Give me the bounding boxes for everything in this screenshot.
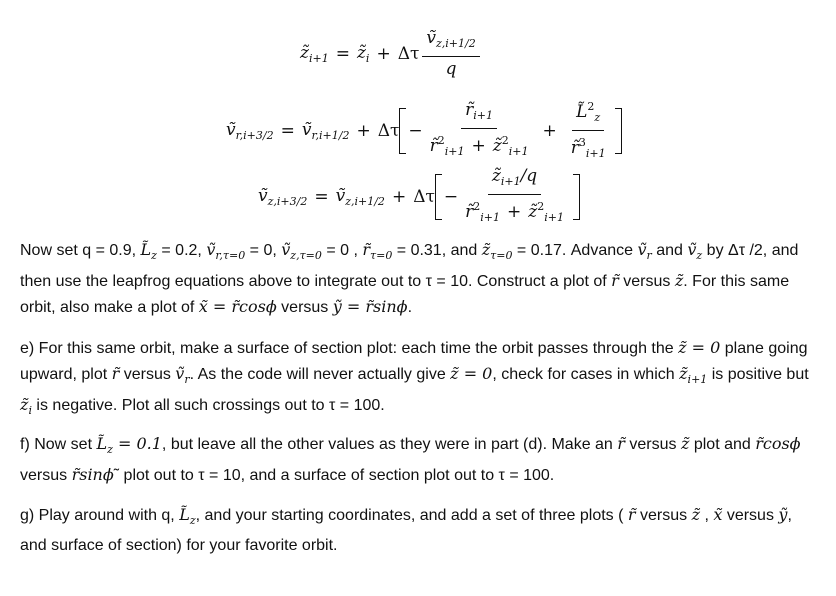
eq1-numerator: ṽ$_{z,i+1/2}$ — [422, 28, 479, 57]
equation-vr-update — [226, 97, 622, 164]
eq2-rhs-v: ṽ$_{r,i+1/2}$ — [301, 119, 350, 142]
paragraph-part-d: Now set q = 0.9, $L̃_z = 0.2$, ṽ$_{r,\tau=0}$ = 0, ṽ$_{z,\tau=0}$ = 0 , $r̃_{\tau=0} = 0.31$, and $z̃_{\tau=0} = 0.17$. Advance ṽ$_r$ and ṽ$_z$ by Δτ /2, and then use the leapfrog equations above to integrate out to τ = 10. Construct a plot of r̃ versus z̃. For this same orbit, also make a plot of x̃ = r̃cosϕ versus ỹ = r̃sinϕ. — [20, 240, 799, 316]
eq2-frac2-numerator: L̃$^2_z$ — [572, 97, 604, 131]
eq2-fraction-2 — [567, 97, 610, 164]
eq3-right-bracket — [573, 174, 580, 220]
eq2-lhs: ṽ$_{r,i+3/2}$ — [226, 119, 274, 142]
eq3-equals: = — [314, 187, 329, 207]
paragraph-part-e: e) For this same orbit, make a surface of section plot: each time the orbit passes through the z̃ = 0 plane going upward, plot r̃ versus ṽ$_r$. As the code will never actually give z̃ = 0, check for cases in which $z̃_{i+1}$ is positive but $z̃_i$ is negative. Plot all such crossings out to τ = 100. — [20, 338, 809, 417]
eq3-lhs: ṽ$_{z,i+3/2}$ — [258, 186, 308, 208]
eq1-dt: Δτ — [397, 43, 420, 64]
eq3-fraction — [461, 166, 568, 228]
eq2-frac2-denominator: r̃$^3_{i+1}$ — [570, 136, 606, 160]
eq2-minus: − — [408, 120, 423, 141]
eq2-plus-2: + — [542, 120, 557, 141]
eq3-minus: − — [443, 187, 459, 207]
equation-z-update — [300, 28, 483, 79]
eq2-frac1-numerator: $r̃_{i+1}$ — [461, 100, 497, 129]
eq1-equals: = — [335, 43, 350, 64]
eq2-fraction-1 — [426, 100, 533, 162]
paragraph-part-f: f) Now set $L̃_z = 0.1$, but leave all the other values as they were in part (d). Make an r̃ versus z̃ plot and r̃cosϕ versus r̃sinϕ˜ plot out to τ = 10, and a surface of section plot out to τ = 100. — [20, 434, 801, 484]
eq3-left-bracket — [435, 174, 442, 220]
eq2-dt: Δτ — [377, 120, 400, 141]
eq1-plus: + — [376, 43, 391, 64]
eq1-fraction — [422, 28, 479, 79]
eq1-denominator: q — [445, 59, 457, 79]
eq2-plus: + — [356, 120, 371, 141]
eq2-right-bracket — [615, 108, 622, 154]
eq2-left-bracket — [399, 108, 406, 154]
eq3-rhs-v: ṽ$_{z,i+1/2}$ — [335, 186, 385, 208]
eq3-dt: Δτ — [413, 187, 435, 207]
eq1-rhs-z: $z̃_i$ — [356, 42, 370, 65]
equation-vz-update — [258, 166, 580, 228]
eq1-lhs: $z̃_{i+1}$ — [300, 42, 329, 65]
eq3-denominator: r̃$^2_{i+1}$ + z̃$^2_{i+1}$ — [465, 200, 564, 224]
eq2-frac1-denominator: r̃$^2_{i+1}$ + z̃$^2_{i+1}$ — [429, 133, 529, 158]
paragraph-part-g: g) Play around with q, $L̃_z$, and your starting coordinates, and add a set of three plots ( r̃ versus z̃ , x̃ versus ỹ, and surface of section) for your favorite orbit. — [20, 505, 792, 554]
eq3-plus: + — [391, 187, 407, 207]
eq3-numerator: $z̃_{i+1}/q$ — [488, 166, 541, 195]
eq2-equals: = — [280, 120, 295, 141]
